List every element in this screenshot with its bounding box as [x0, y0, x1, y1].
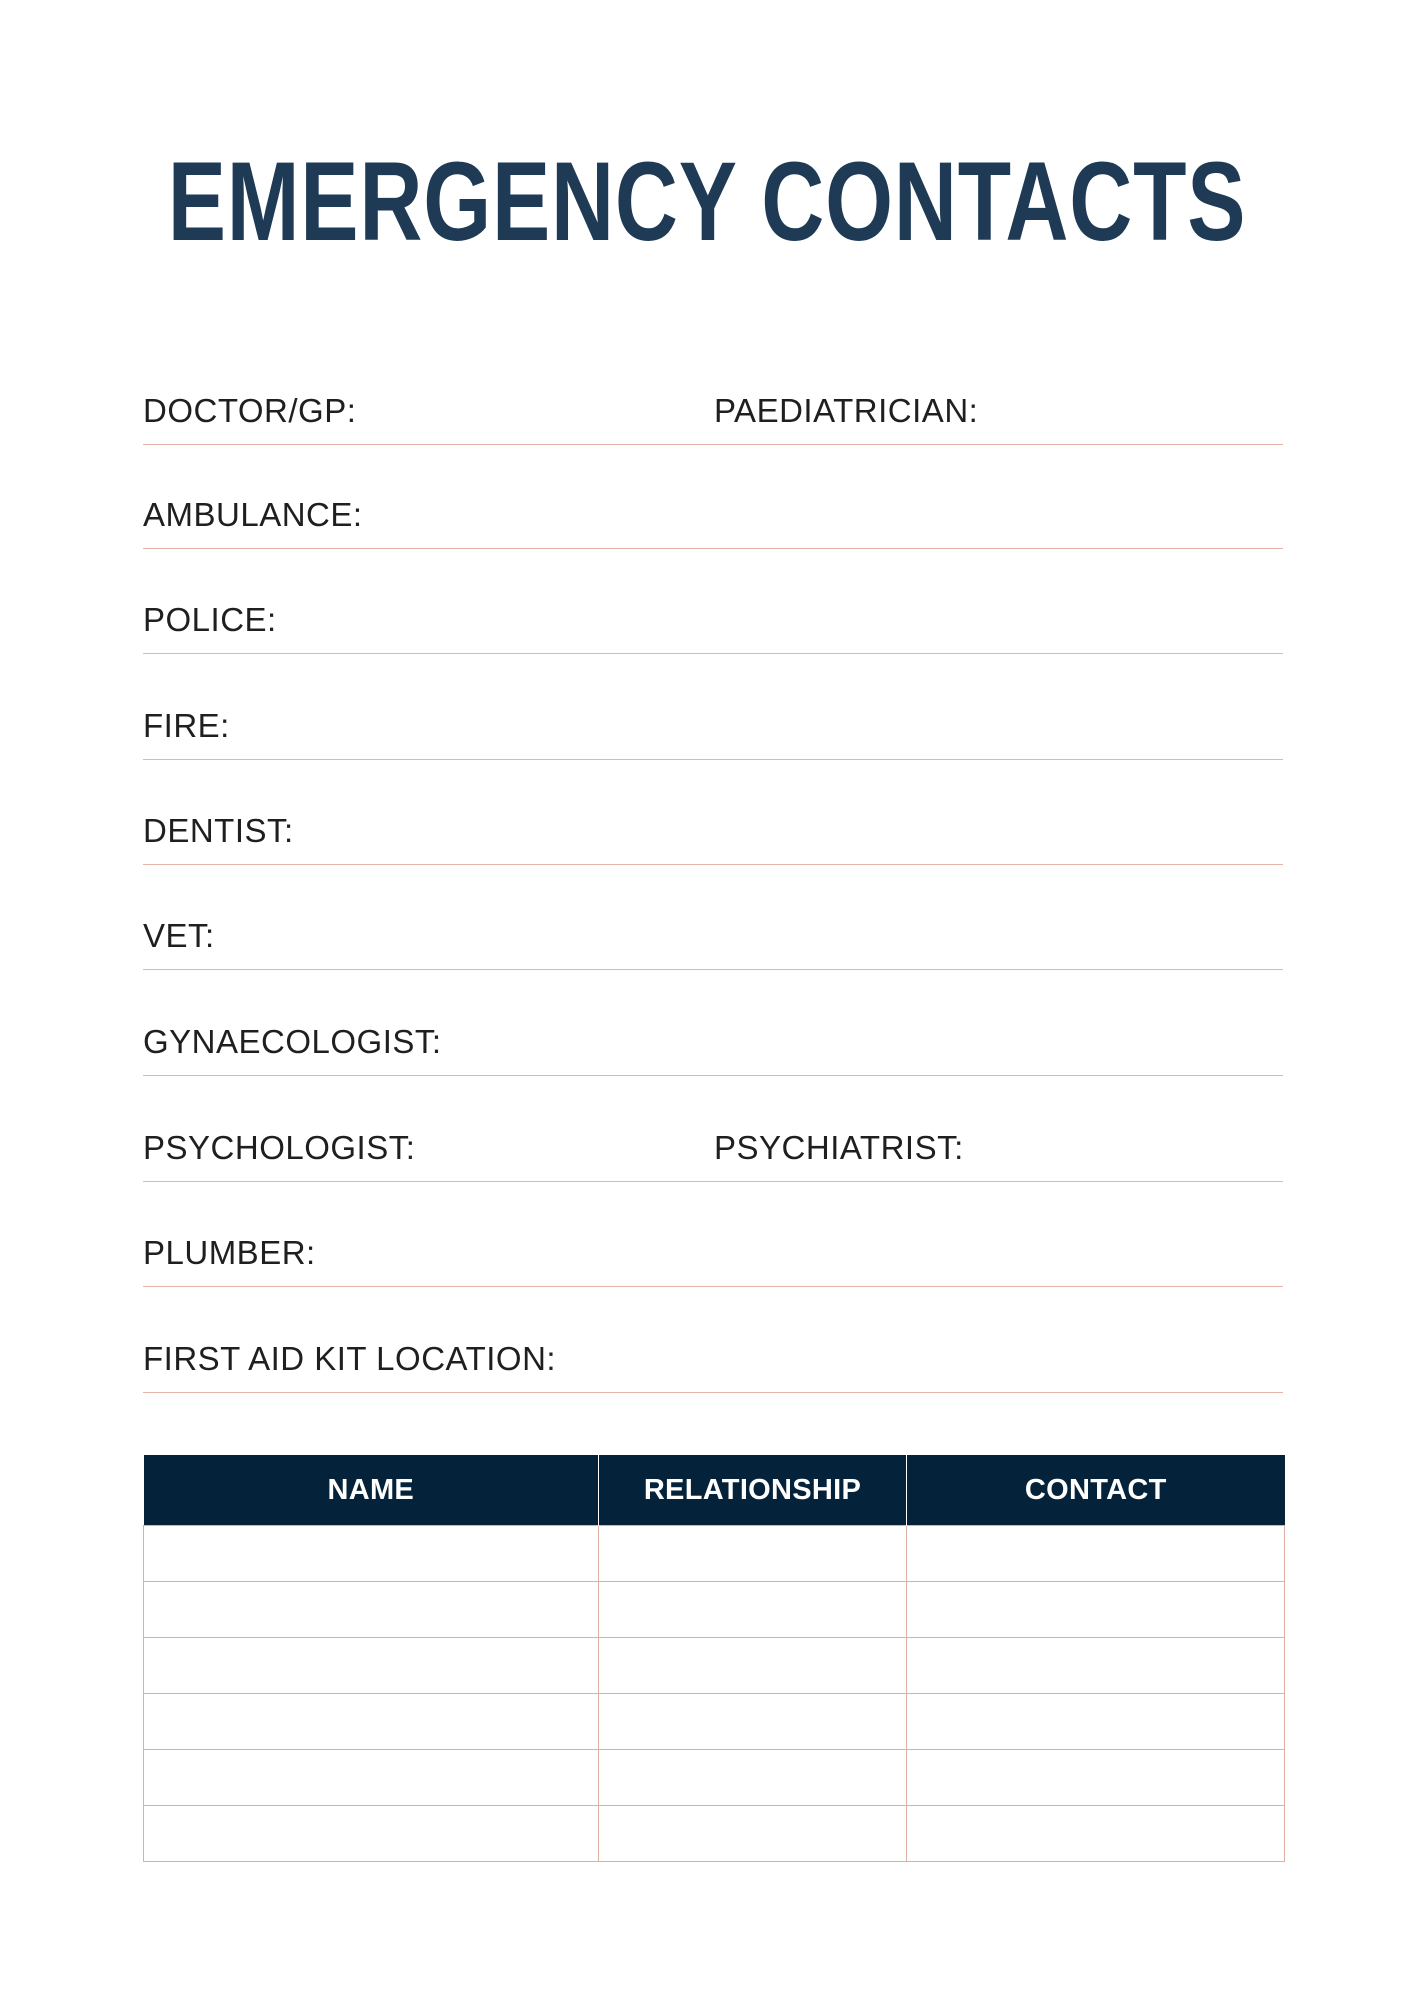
field-row-fire	[143, 649, 1283, 760]
name-cell[interactable]	[144, 1750, 599, 1806]
field-row-dentist	[143, 754, 1283, 865]
contact-cell[interactable]	[907, 1750, 1285, 1806]
name-cell[interactable]	[144, 1694, 599, 1750]
table-header-row	[144, 1455, 1285, 1526]
field-row-vet	[143, 859, 1283, 970]
table-row	[144, 1750, 1285, 1806]
name-cell[interactable]	[144, 1806, 599, 1862]
contact-cell[interactable]	[907, 1806, 1285, 1862]
relationship-cell[interactable]	[599, 1806, 907, 1862]
doctor-gp-label: DOCTOR/GP:	[143, 392, 357, 429]
contact-cell[interactable]	[907, 1638, 1285, 1694]
field-row-gynaecologist	[143, 965, 1283, 1076]
field-row-doctor-paediatrician	[143, 334, 1283, 445]
field-row-plumber	[143, 1176, 1283, 1287]
relationship-cell[interactable]	[599, 1750, 907, 1806]
plumber-label: PLUMBER:	[143, 1234, 316, 1271]
relationship-cell[interactable]	[599, 1526, 907, 1582]
first-aid-kit-location-label: FIRST AID KIT LOCATION:	[143, 1340, 557, 1377]
contact-cell[interactable]	[907, 1582, 1285, 1638]
psychologist-label: PSYCHOLOGIST:	[143, 1129, 416, 1166]
vet-label: VET:	[143, 917, 215, 954]
ambulance-label: AMBULANCE:	[143, 496, 363, 533]
relationship-cell[interactable]	[599, 1638, 907, 1694]
dentist-label: DENTIST:	[143, 812, 294, 849]
contact-cell[interactable]	[907, 1694, 1285, 1750]
table-row	[144, 1582, 1285, 1638]
name-cell[interactable]	[144, 1582, 599, 1638]
name-column-header: NAME	[144, 1455, 599, 1526]
contact-column-header: CONTACT	[907, 1455, 1285, 1526]
field-row-ambulance	[143, 438, 1283, 549]
contact-cell[interactable]	[907, 1526, 1285, 1582]
field-row-police	[143, 543, 1283, 654]
paediatrician-label: PAEDIATRICIAN:	[714, 392, 979, 429]
field-row-first-aid-kit	[143, 1282, 1283, 1393]
table-row	[144, 1526, 1285, 1582]
table-row	[144, 1638, 1285, 1694]
fire-label: FIRE:	[143, 707, 230, 744]
relationship-column-header: RELATIONSHIP	[599, 1455, 907, 1526]
police-label: POLICE:	[143, 601, 277, 638]
psychiatrist-label: PSYCHIATRIST:	[714, 1129, 964, 1166]
gynaecologist-label: GYNAECOLOGIST:	[143, 1023, 442, 1060]
page-title: EMERGENCY CONTACTS	[167, 139, 1247, 265]
field-row-psychologist-psychiatrist	[143, 1071, 1283, 1182]
table-row	[144, 1694, 1285, 1750]
contacts-table	[143, 1455, 1285, 1862]
name-cell[interactable]	[144, 1526, 599, 1582]
table-row	[144, 1806, 1285, 1862]
relationship-cell[interactable]	[599, 1694, 907, 1750]
relationship-cell[interactable]	[599, 1582, 907, 1638]
name-cell[interactable]	[144, 1638, 599, 1694]
